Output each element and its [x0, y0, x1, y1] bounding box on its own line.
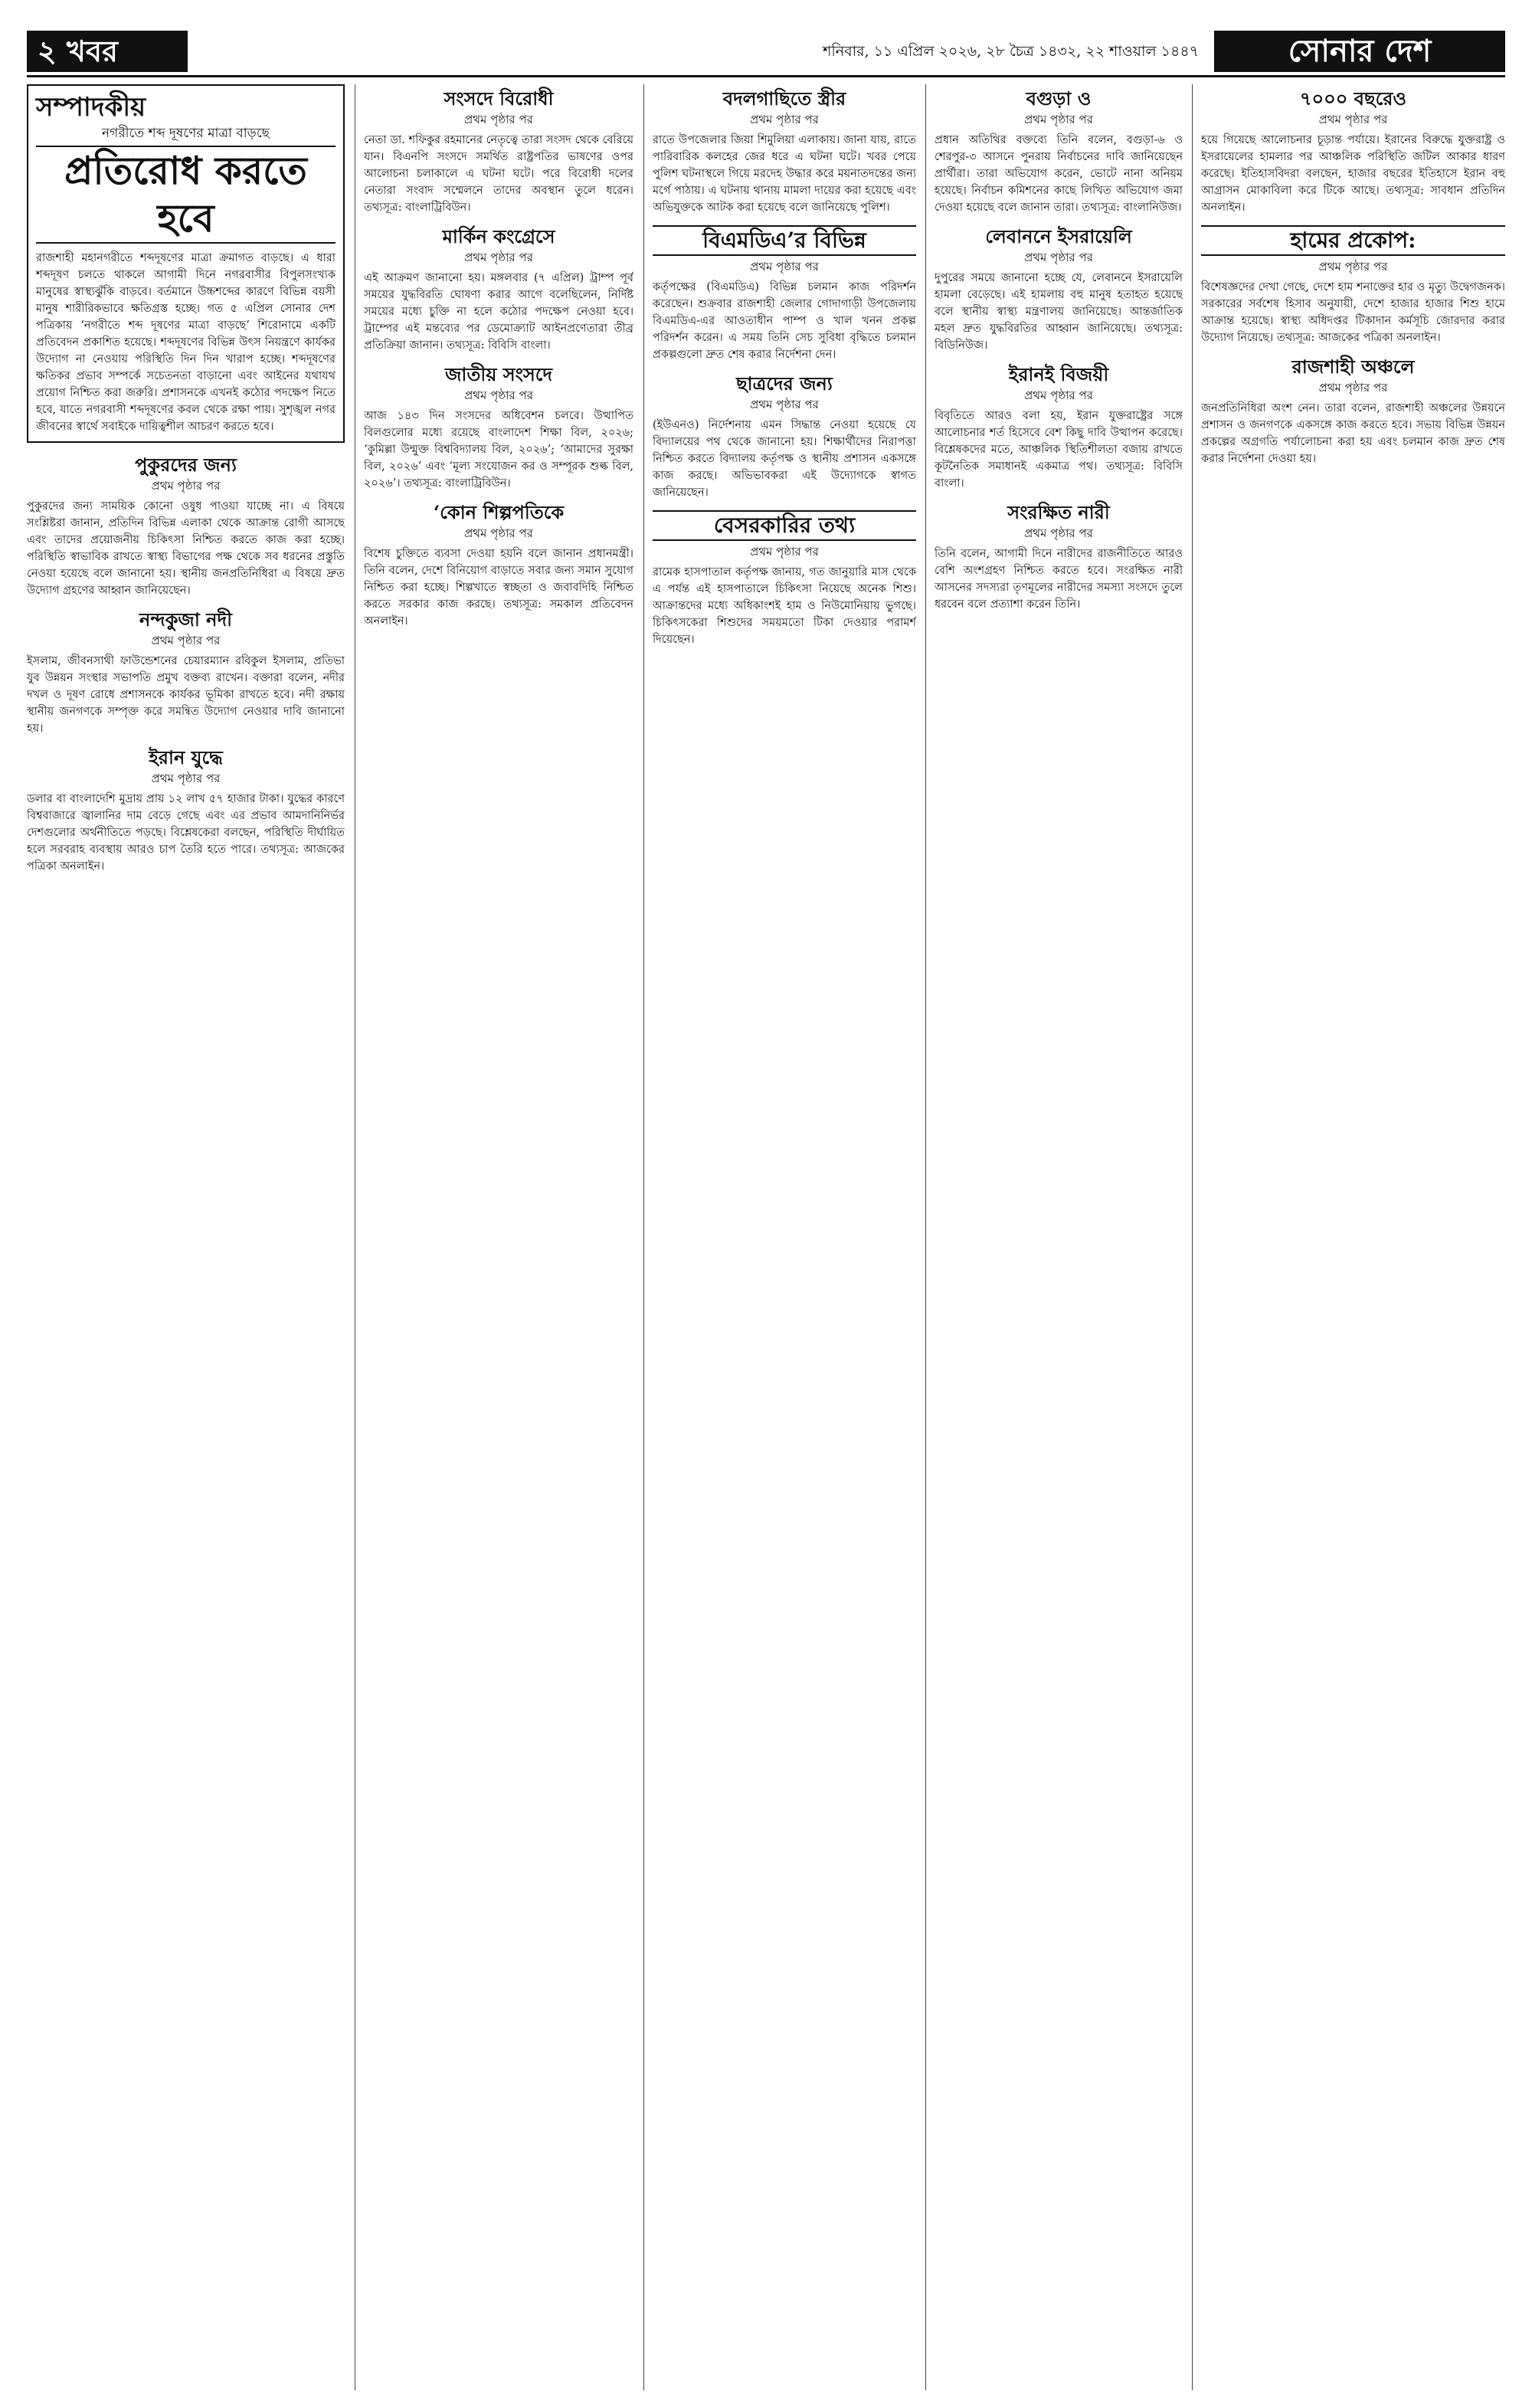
article-headline: বগুড়া ও [1026, 87, 1092, 110]
article [935, 363, 1183, 492]
column-3 [653, 84, 916, 2383]
column-2 [364, 84, 633, 2383]
article-headline: ৭০০০ বছরেও [1299, 87, 1407, 110]
article-headline: রাজশাহী অঞ্চলে [1291, 355, 1415, 378]
continued-label: প্রথম পৃষ্ঠার পর [750, 545, 819, 559]
article-body: বিশেষ চুক্তিতে ব্যবসা দেওয়া হয়নি বলে জানান প্রধানমন্ত্রী। তিনি বলেন, দেশে বিনিয়োগ বাড়াতে সবার জন্য সমান সুযোগ নিশ্চিত করা হচ্ছে। শিল্পখাতে স্বচ্ছতা ও জবাবদিহি নিশ্চিত করতে সরকার কাজ করছে। তথ্যসূত্র: সমকাল প্রতিবেদন অনলাইন। [364, 548, 633, 627]
continued-label: প্রথম পৃষ্ঠার পর [1024, 526, 1093, 540]
article-body: হয়ে গিয়েছে আলোচনার চূড়ান্ত পর্যায়ে। ইরানের বিরুদ্ধে যুক্তরাষ্ট্র ও ইসরায়েলের হামলার পর আঞ্চলিক পরিস্থিতি জটিল আকার ধারণ করেছে। ইতিহাসবিদরা বলছেন, হাজার বছরের ইতিহাসে ইরান বহু আগ্রাসন মোকাবিলা করে টিকে আছে। তথ্যসূত্র: সাবধান প্রতিদিন অনলাইন। [1201, 134, 1505, 214]
article-body: নেতা ডা. শফিকুর রহমানের নেতৃত্বে তারা সংসদ থেকে বেরিয়ে যান। বিএনপি সংসদে সমর্থিত রাষ্ট্রপতির ভাষণের ওপর আলোচনা চলাকালে এ ঘটনা ঘটে। পরে বিরোধী দলের নেতারা সংবাদ সম্মেলনে তাদের অবস্থান তুলে ধরেন। তথ্যসূত্র: বাংলাট্রিবিউন। [364, 134, 633, 214]
column-divider [925, 84, 926, 2390]
article [364, 363, 633, 492]
article-headline: বিএমডিএ’র বিভিন্ন [653, 225, 916, 256]
article-headline: ইরান যুদ্ধে [149, 746, 223, 768]
article-headline: লেবাননে ইসরায়েলি [985, 225, 1132, 247]
article-body: এই আক্রমণ জানানো হয়। মঙ্গলবার (৭ এপ্রিল) ট্রাম্প পূর্ব সময়ের যুদ্ধবিরতি ঘোষণা করার আগে বলেছিলেন, নির্দিষ্ট সময়ের মধ্যে চুক্তি না হলে কঠোর পদক্ষেপ নেওয়া হবে। ট্রাম্পের এই মন্তব্যের পর ডেমোক্র্যাট আইনপ্রণেতারা তীব্র প্রতিক্রিয়া জানান। তথ্যসূত্র: বিবিসি বাংলা। [364, 272, 633, 352]
article-body: ডলার বা বাংলাদেশি মুদ্রায় প্রায় ১২ লাখ ৫৭ হাজার টাকা। যুদ্ধের কারণে বিশ্ববাজারে জ্বালানির দাম বেড়ে গেছে এবং এর প্রভাব আমদানিনির্ভর দেশগুলোর অর্থনীতিতে পড়ছে। বিশ্লেষকেরা বলছেন, পরিস্থিতি দীর্ঘায়িত হলে সরবরাহ ব্যবস্থায় আরও চাপ তৈরি হতে পারে। তথ্যসূত্র: আজকের পত্রিকা অনলাইন। [27, 793, 345, 873]
continued-label: প্রথম পৃষ্ঠার পর [1318, 381, 1388, 395]
article [653, 372, 916, 501]
column-1 [27, 84, 345, 2383]
article-body: ইসলাম, জীবনসাথী ফাউন্ডেশনের চেয়ারম্যান রবিকুল ইসলাম, প্রতিভা যুব উন্নয়ন সংস্থার সভাপতি প্রমুখ বক্তব্য রাখেন। বক্তারা বলেন, নদীর দখল ও দূষণ রোধে প্রশাসনকে কার্যকর ভূমিকা রাখতে হবে। নদী রক্ষায় স্থানীয় জনগণকে সম্পৃক্ত করে সমন্বিত উদ্যোগ নেওয়ার দাবি জানানো হয়। [27, 655, 345, 735]
column-5 [1201, 84, 1505, 2383]
masthead-rule [27, 75, 1505, 77]
continued-label: প্রথম পৃষ্ঠার পর [750, 260, 819, 274]
issue-date: শনিবার, ১১ এপ্রিল ২০২৬, ২৮ চৈত্র ১৪৩২, ২২ শাওয়াল ১৪৪৭ [823, 43, 1199, 60]
editorial-box [27, 84, 345, 443]
masthead [27, 31, 1505, 72]
article-headline: বদলগাছিতে স্ত্রীর [722, 87, 846, 110]
column-divider [1192, 84, 1193, 2390]
article [364, 87, 633, 216]
article [27, 746, 345, 875]
article [364, 501, 633, 630]
article [653, 87, 916, 216]
article-headline: হামের প্রকোপ: [1201, 225, 1505, 256]
article-body: বিবৃতিতে আরও বলা হয়, ইরান যুক্তরাষ্ট্রের সঙ্গে আলোচনার শর্ত হিসেবে বেশ কিছু দাবি উত্থাপন করেছে। বিশ্লেষকদের মতে, আঞ্চলিক স্থিতিশীলতা বজায় রাখতে কূটনৈতিক সমাধানই একমাত্র পথ। তথ্যসূত্র: বিবিসি বাংলা। [935, 410, 1183, 490]
continued-label: প্রথম পৃষ্ঠার পর [1024, 113, 1093, 126]
article [1201, 225, 1505, 346]
article-body: কর্তৃপক্ষের (বিএমডিএ) বিভিন্ন চলমান কাজ পরিদর্শন করেছেন। শুক্রবার রাজশাহী জেলার গোদাগাড়ী উপজেলায় বিএমডিএ-এর আওতাধীন পাম্প ও খাল খনন প্রকল্প পরিদর্শন করেন। এ সময় তিনি সেচ সুবিধা বৃদ্ধিতে চলমান প্রকল্পগুলো দ্রুত শেষ করার নির্দেশনা দেন। [653, 281, 916, 361]
column-divider [643, 84, 644, 2390]
continued-label: প্রথম পৃষ্ঠার পর [750, 398, 819, 411]
article-body: রামেক হাসপাতাল কর্তৃপক্ষ জানায়, গত জানুয়ারি মাস থেকে এ পর্যন্ত এই হাসপাতালে চিকিৎসা নিয়েছে অনেক শিশু। আক্রান্তদের মধ্যে অধিকাংশই হাম ও নিউমোনিয়ায় ভুগছে। চিকিৎসকেরা শিশুদের সময়মতো টিকা দেওয়ার পরামর্শ দিয়েছেন। [653, 566, 916, 646]
column-4 [935, 84, 1183, 2383]
article [27, 454, 345, 599]
article-headline: ছাত্রদের জন্য [736, 372, 833, 395]
article-body: প্রধান অতিথির বক্তব্যে তিনি বলেন, বগুড়া-৬ ও শেরপুর-৩ আসনে পুনরায় নির্বাচনের দাবি জানিয়েছেন প্রার্থীরা। তারা অভিযোগ করেন, ভোটে নানা অনিয়ম হয়েছে। নির্বাচন কমিশনের কাছে লিখিত অভিযোগ জমা দেওয়া হয়েছে বলে জানান তারা। তথ্যসূত্র: বাংলানিউজ। [935, 134, 1183, 214]
article [364, 225, 633, 354]
editorial-body: রাজশাহী মহানগরীতে শব্দদূষণের মাত্রা ক্রমাগত বাড়ছে। এ ধারা শব্দদূষণ চলতে থাকলে আগামী দিনে নগরবাসীর বিপুলসংখ্যক মানুষের স্বাস্থ্যঝুঁকি বাড়বে। বর্তমানে উচ্চশব্দের কারণে বিভিন্ন বয়সী মানুষ শারীরিকভাবে ক্ষতিগ্রস্ত হচ্ছে। গত ৫ এপ্রিল সোনার দেশ পত্রিকায় ‘নগরীতে শব্দ দূষণের মাত্রা বাড়ছে’ শিরোনামে একটি প্রতিবেদন প্রকাশিত হয়েছে। শব্দদূষণের বিভিন্ন উৎস নিয়ন্ত্রণে কার্যকর উদ্যোগ না নেওয়ায় পরিস্থিতি দিন দিন খারাপ হচ্ছে। শব্দদূষণের ক্ষতিকর প্রভাব সম্পর্কে সচেতনতা বাড়ানো এবং আইনের যথাযথ প্রয়োগ নিশ্চিত করা জরুরি। প্রশাসনকে এখনই কঠোর পদক্ষেপ নিতে হবে, যাতে নগরবাসী শব্দদূষণের কবল থেকে রক্ষা পায়। সুশৃঙ্খল নগর জীবনের স্বার্থে সবাইকে দায়িত্বশীল আচরণ করতে হবে। [36, 252, 336, 433]
continued-label: প্রথম পৃষ্ঠার পর [151, 634, 221, 647]
article-headline: সংরক্ষিত নারী [1007, 501, 1110, 523]
editorial-headline: প্রতিরোধ করতে হবে [36, 146, 336, 244]
article [935, 87, 1183, 216]
editorial-kicker: নগরীতে শব্দ দূষণের মাত্রা বাড়ছে [102, 126, 270, 141]
page-label: ২ খবর [27, 31, 188, 72]
continued-label: প্রথম পৃষ্ঠার পর [464, 113, 533, 126]
article-headline: ইরানই বিজয়ী [1008, 363, 1109, 385]
continued-label: প্রথম পৃষ্ঠার পর [1024, 251, 1093, 264]
continued-label: প্রথম পৃষ্ঠার পর [464, 388, 533, 402]
article [1201, 87, 1505, 216]
article [1201, 355, 1505, 467]
article-body: (ইউএনও) নির্দেশনায় এমন সিদ্ধান্ত নেওয়া হয়েছে যে বিদ্যালয়ের পথ থেকে জানানো হয়। শিক্ষার্থীদের নিরাপত্তা নিশ্চিত করতে বিদ্যালয় কর্তৃপক্ষ ও স্থানীয় প্রশাসন একসঙ্গে কাজ করছে। অভিভাবকরা এই উদ্যোগকে স্বাগত জানিয়েছেন। [653, 419, 916, 499]
article [935, 501, 1183, 613]
continued-label: প্রথম পৃষ্ঠার পর [464, 251, 533, 264]
article-headline: সংসদে বিরোধী [444, 87, 554, 110]
article-headline: মার্কিন কংগ্রেসে [442, 225, 555, 247]
continued-label: প্রথম পৃষ্ঠার পর [151, 479, 221, 493]
article-body: দুপুরের সময়ে জানানো হচ্ছে যে, লেবাননে ইসরায়েলি হামলা বেড়েছে। এই হামলায় বহু মানুষ হতাহত হয়েছে বলে স্থানীয় স্বাস্থ্য মন্ত্রণালয় জানিয়েছে। আন্তর্জাতিক মহল দ্রুত যুদ্ধবিরতির আহ্বান জানিয়েছে। তথ্যসূত্র: বিডিনিউজ। [935, 272, 1183, 352]
continued-label: প্রথম পৃষ্ঠার পর [151, 772, 221, 785]
article-headline: পুকুরদের জন্য [135, 454, 237, 476]
article [935, 225, 1183, 354]
article-body: আজ ১৪৩ দিন সংসদের অধিবেশন চলবে। উত্থাপিত বিলগুলোর মধ্যে রয়েছে বাংলাদেশ শিক্ষা বিল, ২০২৬; ‘কুমিল্লা উন্মুক্ত বিশ্ববিদ্যালয় বিল, ২০২৬’; ‘আমাদের সুরক্ষা বিল, ২০২৬’ এবং ‘মূল্য সংযোজন কর ও সম্পূরক শুল্ক বিল, ২০২৬’। তথ্যসূত্র: বাংলাট্রিবিউন। [364, 410, 633, 490]
article-headline: জাতীয় সংসদে [444, 363, 553, 385]
editorial-label: সম্পাদকীয় [36, 92, 146, 123]
article-body: জনপ্রতিনিধিরা অংশ নেন। তারা বলেন, রাজশাহী অঞ্চলের উন্নয়নে প্রশাসন ও জনগণকে একসঙ্গে কাজ করতে হবে। সভায় বিভিন্ন উন্নয়ন প্রকল্পের অগ্রগতি পর্যালোচনা করা হয় এবং চলমান কাজ দ্রুত শেষ করার নির্দেশনা দেওয়া হয়। [1201, 402, 1505, 465]
article-headline: বেসরকারির তথ্য [653, 510, 916, 541]
continued-label: প্রথম পৃষ্ঠার পর [750, 113, 819, 126]
article [27, 608, 345, 737]
article-body: পুকুরদের জন্য সাময়িক কোনো ওষুধ পাওয়া যাচ্ছে না। এ বিষয়ে সংশ্লিষ্টরা জানান, প্রতিদিন বিভিন্ন এলাকা থেকে আক্রান্ত রোগী আসছে এবং তাদের প্রয়োজনীয় চিকিৎসা নিশ্চিত করতে কাজ করা হচ্ছে। পরিস্থিতি স্বাভাবিক রাখতে স্বাস্থ্য বিভাগের পক্ষ থেকে সব ধরনের প্রস্তুতি নেওয়া হয়েছে বলে জানানো হয়। স্থানীয় জনপ্রতিনিধিরা এ বিষয়ে দ্রুত উদ্যোগ গ্রহণের আহ্বান জানিয়েছেন। [27, 500, 345, 597]
continued-label: প্রথম পৃষ্ঠার পর [1318, 113, 1388, 126]
article [653, 510, 916, 648]
newspaper-brand: সোনার দেশ [1214, 31, 1505, 72]
article-body: বিশেষজ্ঞদের দেখা গেছে, দেশে হাম শনাক্তের হার ও মৃত্যু উদ্বেগজনক। সরকারের সর্বশেষ হিসাব অনুযায়ী, দেশে হাজার হাজার শিশু হামে আক্রান্ত হয়েছে। স্বাস্থ্য অধিদপ্তর টিকাদান কর্মসূচি জোরদার করার উদ্যোগ নিয়েছে। তথ্যসূত্র: আজকের পত্রিকা অনলাইন। [1201, 281, 1505, 344]
continued-label: প্রথম পৃষ্ঠার পর [1318, 260, 1388, 274]
article-headline: ‘কোন শিল্পপতিকে [433, 501, 565, 523]
continued-label: প্রথম পৃষ্ঠার পর [1024, 388, 1093, 402]
article-body: তিনি বলেন, আগামী দিনে নারীদের রাজনীতিতে আরও বেশি অংশগ্রহণ নিশ্চিত করতে হবে। সংরক্ষিত নারী আসনের সদস্যরা তৃণমূলের নারীদের সমস্যা সংসদে তুলে ধরবেন বলে প্রত্যাশা করেন তিনি। [935, 548, 1183, 611]
article-headline: নন্দকুজা নদী [139, 608, 232, 631]
article-body: রাতে উপজেলার জিয়া শিমুলিয়া এলাকায়। জানা যায়, রাতে পারিবারিক কলহের জের ধরে এ ঘটনা ঘটে। খবর পেয়ে পুলিশ ঘটনাস্থলে গিয়ে মরদেহ উদ্ধার করে ময়নাতদন্তের জন্য মর্গে পাঠায়। এ ঘটনায় থানায় মামলা দায়ের করা হয়েছে এবং অভিযুক্তকে আটক করা হয়েছে বলে জানিয়েছে পুলিশ। [653, 134, 916, 214]
continued-label: প্রথম পৃষ্ঠার পর [464, 526, 533, 540]
article [653, 225, 916, 363]
